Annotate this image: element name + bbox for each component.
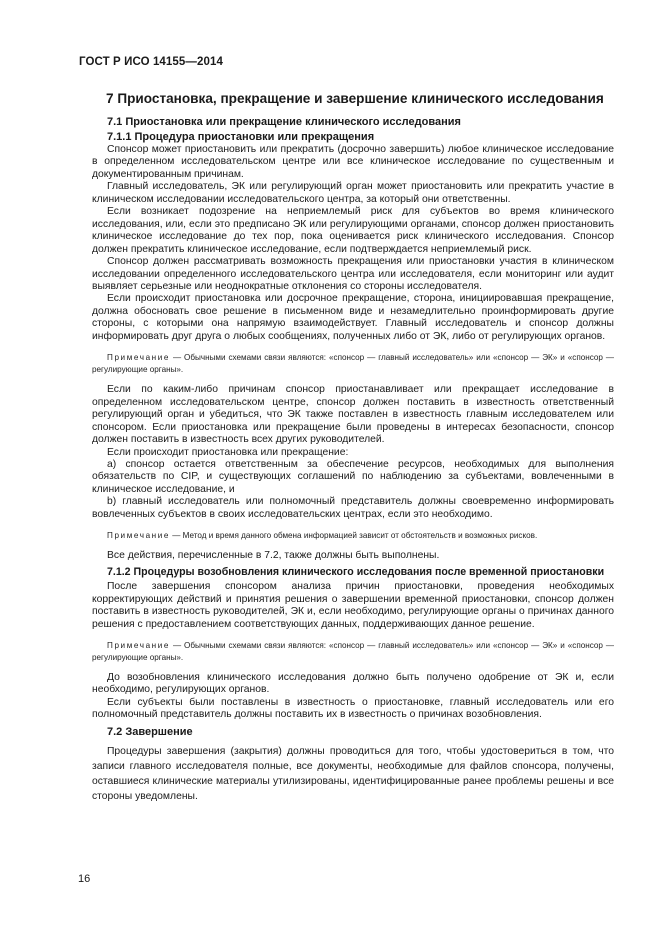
page-number: 16 (78, 873, 91, 885)
subsection-7-1-2-title: 7.1.2 Процедуры возобновления клинического исследования после временной приостановки (107, 565, 605, 578)
note-text: — Обычными схемами связи являются: «спонсор — главный исследователь» или «спонсор — ЭК» и «спонсор — регулирующие органы». (92, 353, 614, 375)
subsection-7-2-title: 7.2 Завершение (107, 725, 193, 738)
subsection-7-1-1-title: 7.1.1 Процедура приостановки или прекращения (107, 131, 375, 143)
note-1 (92, 352, 614, 376)
note-label: Примечание (107, 641, 171, 650)
note-2 (92, 530, 614, 542)
paragraph: Если происходит приостановка или прекращение: (107, 446, 349, 458)
note-text: — Метод и время данного обмена информацией зависит от обстоятельств и возможных рисков. (170, 531, 538, 541)
paragraph: До возобновления клинического исследования должно быть получено одобрение от ЭК и, если необходимо, регулирующих органов. (92, 672, 614, 696)
note-label: Примечание (107, 531, 171, 541)
paragraph: Если по каким-либо причинам спонсор приостанавливает или прекращает исследование в определенном исследовательском центре, спонсор должен поставить в известность ответственный регулирующий орган и убедиться, что ЭК также поставлен в известность главным исследователем или спонсором. Если приостановка или прекращение были проведены в интересах безопасности, спонсор должен поставить в известность всех других руководителей. (92, 384, 614, 446)
paragraph: Если субъекты были поставлены в известность о приостановке, главный исследователь или его полномочный представитель должны поставить их в известность о причинах возобновления. (92, 696, 614, 721)
paragraph: После завершения спонсором анализа причин приостановки, проведения необходимых корректирующих действий и принятия решения о завершении временной приостановки, спонсор должен поставить в известность руководителей, ЭК и, если необходимо, регулирующие органы о причинах данного решения с предоставлением соответствующих данных, поддерживающих данное решение. (92, 581, 614, 630)
list-item-a: a) спонсор остается ответственным за обеспечение ресурсов, необходимых для выполнения обязательств по CIP, и существующих соглашений по наблюдению за субъектами, вовлеченными в клиническое исследование, и (92, 458, 614, 495)
paragraph: Все действия, перечисленные в 7.2, также должны быть выполнены. (107, 550, 440, 562)
subsection-7-1-title: 7.1 Приостановка или прекращение клинического исследования (107, 116, 461, 128)
note-3 (92, 640, 614, 664)
page-content (92, 91, 614, 805)
paragraph: Если происходит приостановка или досрочное прекращение, сторона, инициировавшая прекращение, должна обосновать свое решение в письменном виде и незамедлительно проинформировать другие стороны, с которыми она напрямую взаимодействует. Главный исследователь и спонсор должны информировать друг друга о любых сообщениях, полученных либо от ЭК, либо от регулирующих органов. (92, 293, 614, 342)
list-item-b: b) главный исследователь или полномочный представитель должны своевременно информировать вовлеченных субъектов в своих исследовательских центрах, если это необходимо. (92, 496, 614, 520)
paragraph: Процедуры завершения (закрытия) должны проводиться для того, чтобы удостовериться в том, что записи главного исследователя полные, все документы, необходимые для файлов спонсора, получены, оставшиеся клинические материалы утилизированы, идентифицированные ранее проблемы решены и все стороны уведомлены. (92, 745, 614, 803)
paragraph: Спонсор должен рассматривать возможность прекращения или приостановки участия в клиническом исследовании определенного исследовательского центра или исследователя, если мониторинг или аудит выявляет серьезные или неоднократные отклонения со стороны исследователя. (92, 256, 614, 292)
paragraph: Спонсор может приостановить или прекратить (досрочно завершить) любое клиническое исследование в определенном исследовательском центре или все клиническое исследование по существенным и документированным причинам. (92, 144, 614, 180)
section-7-title: 7 Приостановка, прекращение и завершение клинического исследования (106, 91, 604, 106)
note-label: Примечание (107, 353, 171, 363)
standard-header: ГОСТ Р ИСО 14155—2014 (79, 56, 224, 68)
note-text: — Обычными схемами связи являются: «спонсор — главный исследователь» или «спонсор — ЭК» и «спонсор — регулирующие органы». (92, 641, 614, 662)
paragraph: Главный исследователь, ЭК или регулирующий орган может приостановить или прекратить участие в клиническом исследовании исследовательского центра, за который они ответственны. (92, 181, 614, 205)
paragraph: Если возникает подозрение на неприемлемый риск для субъектов во время клинического исследования, или, если это предписано ЭК или регулирующими органами, спонсор должен приостановить клиническое исследование до тех пор, пока оценивается риск клинического исследования. Спонсор должен прекратить клиническое исследование, если подтверждается неприемлемый риск. (92, 206, 614, 255)
